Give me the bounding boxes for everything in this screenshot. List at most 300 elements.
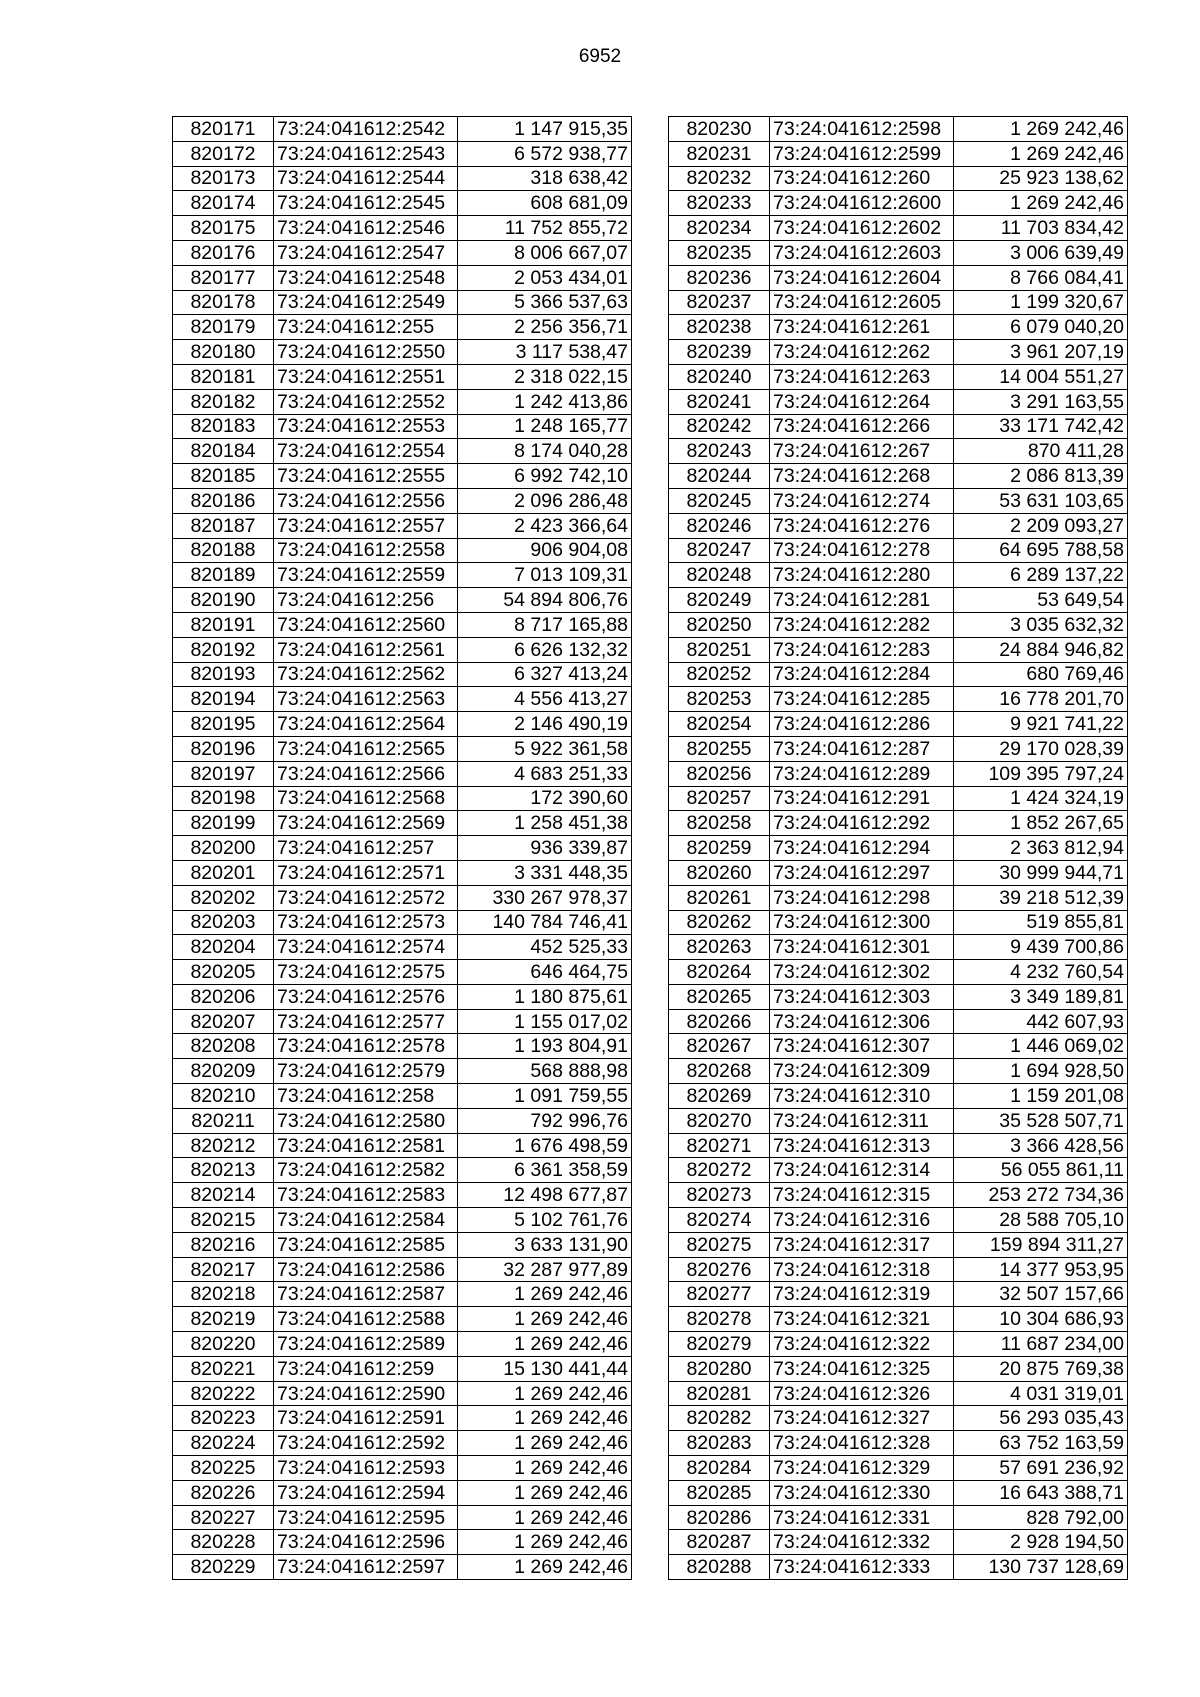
table-row [173, 563, 632, 588]
table-row [669, 414, 1128, 439]
cadastral-number-cell: 73:24:041612:2549 [274, 290, 458, 315]
table-row [173, 960, 632, 985]
cadastral-number-cell: 73:24:041612:2597 [274, 1555, 458, 1580]
value-cell: 253 272 734,36 [954, 1183, 1128, 1208]
table-row [669, 1555, 1128, 1580]
value-cell: 1 269 242,46 [458, 1282, 632, 1307]
cadastral-number-cell: 73:24:041612:2587 [274, 1282, 458, 1307]
value-cell: 1 199 320,67 [954, 290, 1128, 315]
table-row [173, 240, 632, 265]
value-cell: 12 498 677,87 [458, 1183, 632, 1208]
table-row [173, 1307, 632, 1332]
table-row [669, 240, 1128, 265]
value-cell: 1 159 201,08 [954, 1084, 1128, 1109]
row-number-cell: 820263 [669, 935, 770, 960]
cadastral-number-cell: 73:24:041612:2581 [274, 1133, 458, 1158]
table-row [669, 712, 1128, 737]
cadastral-number-cell: 73:24:041612:2558 [274, 538, 458, 563]
value-cell: 64 695 788,58 [954, 538, 1128, 563]
row-number-cell: 820272 [669, 1158, 770, 1183]
value-cell: 7 013 109,31 [458, 563, 632, 588]
cadastral-number-cell: 73:24:041612:2571 [274, 860, 458, 885]
row-number-cell: 820182 [173, 389, 274, 414]
value-cell: 1 269 242,46 [954, 141, 1128, 166]
row-number-cell: 820282 [669, 1406, 770, 1431]
cadastral-number-cell: 73:24:041612:2584 [274, 1208, 458, 1233]
table-row [669, 786, 1128, 811]
table-row [669, 1108, 1128, 1133]
value-cell: 1 676 498,59 [458, 1133, 632, 1158]
row-number-cell: 820232 [669, 166, 770, 191]
cadastral-number-cell: 73:24:041612:316 [770, 1208, 954, 1233]
cadastral-number-cell: 73:24:041612:306 [770, 1009, 954, 1034]
row-number-cell: 820266 [669, 1009, 770, 1034]
row-number-cell: 820208 [173, 1034, 274, 1059]
row-number-cell: 820213 [173, 1158, 274, 1183]
value-cell: 1 269 242,46 [458, 1307, 632, 1332]
value-cell: 1 269 242,46 [954, 191, 1128, 216]
table-row [669, 1431, 1128, 1456]
table-row [173, 538, 632, 563]
cadastral-number-cell: 73:24:041612:298 [770, 885, 954, 910]
table-row [173, 141, 632, 166]
table-row [173, 513, 632, 538]
cadastral-number-cell: 73:24:041612:300 [770, 910, 954, 935]
cadastral-number-cell: 73:24:041612:2569 [274, 811, 458, 836]
table-row [173, 1456, 632, 1481]
row-number-cell: 820235 [669, 240, 770, 265]
value-cell: 1 446 069,02 [954, 1034, 1128, 1059]
value-cell: 15 130 441,44 [458, 1356, 632, 1381]
table-row [669, 1530, 1128, 1555]
cadastral-number-cell: 73:24:041612:2551 [274, 364, 458, 389]
table-row [173, 860, 632, 885]
cadastral-number-cell: 73:24:041612:2578 [274, 1034, 458, 1059]
value-cell: 1 269 242,46 [458, 1406, 632, 1431]
value-cell: 16 778 201,70 [954, 687, 1128, 712]
row-number-cell: 820260 [669, 860, 770, 885]
cadastral-number-cell: 73:24:041612:260 [770, 166, 954, 191]
value-cell: 3 633 131,90 [458, 1232, 632, 1257]
value-cell: 10 304 686,93 [954, 1307, 1128, 1332]
value-cell: 159 894 311,27 [954, 1232, 1128, 1257]
row-number-cell: 820203 [173, 910, 274, 935]
cadastral-number-cell: 73:24:041612:2591 [274, 1406, 458, 1431]
row-number-cell: 820247 [669, 538, 770, 563]
table-row [173, 488, 632, 513]
value-cell: 1 242 413,86 [458, 389, 632, 414]
table-row [669, 464, 1128, 489]
table-row [669, 910, 1128, 935]
table-row [669, 761, 1128, 786]
cadastral-number-cell: 73:24:041612:2559 [274, 563, 458, 588]
cadastral-number-cell: 73:24:041612:2547 [274, 240, 458, 265]
row-number-cell: 820269 [669, 1084, 770, 1109]
table-row [669, 389, 1128, 414]
table-row [669, 563, 1128, 588]
value-cell: 130 737 128,69 [954, 1555, 1128, 1580]
cadastral-number-cell: 73:24:041612:256 [274, 588, 458, 613]
cadastral-number-cell: 73:24:041612:280 [770, 563, 954, 588]
table-row [173, 736, 632, 761]
value-cell: 792 996,76 [458, 1108, 632, 1133]
row-number-cell: 820256 [669, 761, 770, 786]
row-number-cell: 820187 [173, 513, 274, 538]
table-row [173, 662, 632, 687]
cadastral-number-cell: 73:24:041612:311 [770, 1108, 954, 1133]
cadastral-number-cell: 73:24:041612:2566 [274, 761, 458, 786]
page-number: 6952 [578, 46, 622, 67]
value-cell: 14 377 953,95 [954, 1257, 1128, 1282]
row-number-cell: 820275 [669, 1232, 770, 1257]
cadastral-number-cell: 73:24:041612:258 [274, 1084, 458, 1109]
cadastral-number-cell: 73:24:041612:2543 [274, 141, 458, 166]
table-row [173, 166, 632, 191]
row-number-cell: 820177 [173, 265, 274, 290]
cadastral-number-cell: 73:24:041612:2553 [274, 414, 458, 439]
value-cell: 1 269 242,46 [954, 117, 1128, 142]
value-cell: 6 289 137,22 [954, 563, 1128, 588]
row-number-cell: 820217 [173, 1257, 274, 1282]
row-number-cell: 820171 [173, 117, 274, 142]
table-row [669, 935, 1128, 960]
cadastral-number-cell: 73:24:041612:2556 [274, 488, 458, 513]
cadastral-number-cell: 73:24:041612:314 [770, 1158, 954, 1183]
value-cell: 318 638,42 [458, 166, 632, 191]
cadastral-number-cell: 73:24:041612:2588 [274, 1307, 458, 1332]
table-row [173, 364, 632, 389]
row-number-cell: 820207 [173, 1009, 274, 1034]
cadastral-number-cell: 73:24:041612:289 [770, 761, 954, 786]
value-cell: 3 291 163,55 [954, 389, 1128, 414]
cadastral-number-cell: 73:24:041612:2544 [274, 166, 458, 191]
row-number-cell: 820277 [669, 1282, 770, 1307]
value-cell: 870 411,28 [954, 439, 1128, 464]
cadastral-number-cell: 73:24:041612:291 [770, 786, 954, 811]
table-row [173, 836, 632, 861]
row-number-cell: 820174 [173, 191, 274, 216]
value-cell: 4 232 760,54 [954, 960, 1128, 985]
value-cell: 3 006 639,49 [954, 240, 1128, 265]
value-cell: 29 170 028,39 [954, 736, 1128, 761]
cadastral-number-cell: 73:24:041612:329 [770, 1456, 954, 1481]
value-cell: 2 146 490,19 [458, 712, 632, 737]
table-row [669, 315, 1128, 340]
row-number-cell: 820198 [173, 786, 274, 811]
value-cell: 4 031 319,01 [954, 1381, 1128, 1406]
cadastral-number-cell: 73:24:041612:267 [770, 439, 954, 464]
table-row [669, 984, 1128, 1009]
cadastral-number-cell: 73:24:041612:2555 [274, 464, 458, 489]
cadastral-number-cell: 73:24:041612:284 [770, 662, 954, 687]
value-cell: 8 717 165,88 [458, 612, 632, 637]
cadastral-number-cell: 73:24:041612:2546 [274, 216, 458, 241]
row-number-cell: 820270 [669, 1108, 770, 1133]
value-cell: 5 366 537,63 [458, 290, 632, 315]
value-cell: 1 852 267,65 [954, 811, 1128, 836]
cadastral-number-cell: 73:24:041612:2552 [274, 389, 458, 414]
cadastral-number-cell: 73:24:041612:2564 [274, 712, 458, 737]
row-number-cell: 820249 [669, 588, 770, 613]
value-cell: 24 884 946,82 [954, 637, 1128, 662]
row-number-cell: 820274 [669, 1208, 770, 1233]
value-cell: 1 091 759,55 [458, 1084, 632, 1109]
table-row [669, 141, 1128, 166]
cadastral-table-right [668, 116, 1128, 1580]
table-row [669, 117, 1128, 142]
row-number-cell: 820228 [173, 1530, 274, 1555]
value-cell: 452 525,33 [458, 935, 632, 960]
cadastral-number-cell: 73:24:041612:297 [770, 860, 954, 885]
value-cell: 1 269 242,46 [458, 1332, 632, 1357]
row-number-cell: 820191 [173, 612, 274, 637]
table-row [173, 935, 632, 960]
table-row [173, 340, 632, 365]
table-row [669, 960, 1128, 985]
table-row [173, 1158, 632, 1183]
cadastral-number-cell: 73:24:041612:2562 [274, 662, 458, 687]
value-cell: 56 055 861,11 [954, 1158, 1128, 1183]
table-row [669, 1332, 1128, 1357]
cadastral-number-cell: 73:24:041612:332 [770, 1530, 954, 1555]
cadastral-number-cell: 73:24:041612:2599 [770, 141, 954, 166]
row-number-cell: 820179 [173, 315, 274, 340]
cadastral-number-cell: 73:24:041612:2568 [274, 786, 458, 811]
cadastral-number-cell: 73:24:041612:2600 [770, 191, 954, 216]
row-number-cell: 820194 [173, 687, 274, 712]
row-number-cell: 820172 [173, 141, 274, 166]
value-cell: 2 928 194,50 [954, 1530, 1128, 1555]
row-number-cell: 820186 [173, 488, 274, 513]
value-cell: 11 752 855,72 [458, 216, 632, 241]
cadastral-number-cell: 73:24:041612:2548 [274, 265, 458, 290]
value-cell: 442 607,93 [954, 1009, 1128, 1034]
row-number-cell: 820205 [173, 960, 274, 985]
table-row [173, 1257, 632, 1282]
table-row [669, 1232, 1128, 1257]
table-row [669, 860, 1128, 885]
row-number-cell: 820210 [173, 1084, 274, 1109]
row-number-cell: 820219 [173, 1307, 274, 1332]
cadastral-number-cell: 73:24:041612:274 [770, 488, 954, 513]
table-row [173, 290, 632, 315]
table-row [669, 216, 1128, 241]
cadastral-number-cell: 73:24:041612:294 [770, 836, 954, 861]
row-number-cell: 820262 [669, 910, 770, 935]
row-number-cell: 820285 [669, 1480, 770, 1505]
row-number-cell: 820278 [669, 1307, 770, 1332]
table-row [669, 1257, 1128, 1282]
value-cell: 54 894 806,76 [458, 588, 632, 613]
row-number-cell: 820227 [173, 1505, 274, 1530]
row-number-cell: 820222 [173, 1381, 274, 1406]
value-cell: 1 147 915,35 [458, 117, 632, 142]
value-cell: 28 588 705,10 [954, 1208, 1128, 1233]
value-cell: 33 171 742,42 [954, 414, 1128, 439]
cadastral-number-cell: 73:24:041612:2604 [770, 265, 954, 290]
table-row [669, 1381, 1128, 1406]
table-row [173, 315, 632, 340]
row-number-cell: 820252 [669, 662, 770, 687]
value-cell: 1 269 242,46 [458, 1530, 632, 1555]
row-number-cell: 820224 [173, 1431, 274, 1456]
table-row [173, 1505, 632, 1530]
cadastral-number-cell: 73:24:041612:2577 [274, 1009, 458, 1034]
value-cell: 330 267 978,37 [458, 885, 632, 910]
table-row [669, 513, 1128, 538]
row-number-cell: 820215 [173, 1208, 274, 1233]
row-number-cell: 820265 [669, 984, 770, 1009]
table-row [173, 984, 632, 1009]
row-number-cell: 820237 [669, 290, 770, 315]
row-number-cell: 820225 [173, 1456, 274, 1481]
cadastral-number-cell: 73:24:041612:2560 [274, 612, 458, 637]
cadastral-number-cell: 73:24:041612:283 [770, 637, 954, 662]
table-row [173, 1406, 632, 1431]
row-number-cell: 820245 [669, 488, 770, 513]
table-row [173, 265, 632, 290]
row-number-cell: 820184 [173, 439, 274, 464]
value-cell: 30 999 944,71 [954, 860, 1128, 885]
row-number-cell: 820231 [669, 141, 770, 166]
table-row [669, 364, 1128, 389]
row-number-cell: 820238 [669, 315, 770, 340]
value-cell: 3 117 538,47 [458, 340, 632, 365]
value-cell: 1 269 242,46 [458, 1480, 632, 1505]
value-cell: 20 875 769,38 [954, 1356, 1128, 1381]
row-number-cell: 820279 [669, 1332, 770, 1357]
table-row [669, 811, 1128, 836]
table-row [173, 464, 632, 489]
cadastral-number-cell: 73:24:041612:322 [770, 1332, 954, 1357]
cadastral-number-cell: 73:24:041612:333 [770, 1555, 954, 1580]
value-cell: 6 327 413,24 [458, 662, 632, 687]
row-number-cell: 820254 [669, 712, 770, 737]
table-row [173, 1282, 632, 1307]
row-number-cell: 820216 [173, 1232, 274, 1257]
cadastral-number-cell: 73:24:041612:278 [770, 538, 954, 563]
table-row [173, 1555, 632, 1580]
value-cell: 6 572 938,77 [458, 141, 632, 166]
table-row [173, 1108, 632, 1133]
row-number-cell: 820250 [669, 612, 770, 637]
table-row [173, 1133, 632, 1158]
cadastral-number-cell: 73:24:041612:268 [770, 464, 954, 489]
table-row [173, 687, 632, 712]
table-row [669, 1158, 1128, 1183]
table-row [669, 885, 1128, 910]
row-number-cell: 820257 [669, 786, 770, 811]
value-cell: 1 269 242,46 [458, 1555, 632, 1580]
row-number-cell: 820244 [669, 464, 770, 489]
value-cell: 6 626 132,32 [458, 637, 632, 662]
table-row [669, 538, 1128, 563]
row-number-cell: 820218 [173, 1282, 274, 1307]
row-number-cell: 820242 [669, 414, 770, 439]
table-row [173, 786, 632, 811]
table-row [173, 117, 632, 142]
row-number-cell: 820268 [669, 1059, 770, 1084]
value-cell: 32 287 977,89 [458, 1257, 632, 1282]
cadastral-number-cell: 73:24:041612:257 [274, 836, 458, 861]
row-number-cell: 820202 [173, 885, 274, 910]
cadastral-number-cell: 73:24:041612:262 [770, 340, 954, 365]
cadastral-number-cell: 73:24:041612:317 [770, 1232, 954, 1257]
table-row [173, 1480, 632, 1505]
cadastral-number-cell: 73:24:041612:325 [770, 1356, 954, 1381]
row-number-cell: 820271 [669, 1133, 770, 1158]
table-row [173, 1059, 632, 1084]
cadastral-number-cell: 73:24:041612:2563 [274, 687, 458, 712]
row-number-cell: 820243 [669, 439, 770, 464]
cadastral-number-cell: 73:24:041612:276 [770, 513, 954, 538]
table-row [669, 836, 1128, 861]
value-cell: 3 035 632,32 [954, 612, 1128, 637]
table-row [669, 1456, 1128, 1481]
value-cell: 2 053 434,01 [458, 265, 632, 290]
table-row [173, 1208, 632, 1233]
table-row [173, 1332, 632, 1357]
row-number-cell: 820193 [173, 662, 274, 687]
row-number-cell: 820176 [173, 240, 274, 265]
row-number-cell: 820280 [669, 1356, 770, 1381]
row-number-cell: 820214 [173, 1183, 274, 1208]
cadastral-number-cell: 73:24:041612:2576 [274, 984, 458, 1009]
cadastral-number-cell: 73:24:041612:286 [770, 712, 954, 737]
cadastral-table-left [172, 116, 632, 1580]
table-row [669, 1133, 1128, 1158]
value-cell: 1 155 017,02 [458, 1009, 632, 1034]
row-number-cell: 820230 [669, 117, 770, 142]
table-row [669, 588, 1128, 613]
cadastral-number-cell: 73:24:041612:255 [274, 315, 458, 340]
table-row [669, 662, 1128, 687]
value-cell: 5 102 761,76 [458, 1208, 632, 1233]
row-number-cell: 820240 [669, 364, 770, 389]
value-cell: 2 256 356,71 [458, 315, 632, 340]
value-cell: 1 269 242,46 [458, 1456, 632, 1481]
value-cell: 11 703 834,42 [954, 216, 1128, 241]
table-row [669, 191, 1128, 216]
row-number-cell: 820175 [173, 216, 274, 241]
value-cell: 608 681,09 [458, 191, 632, 216]
cadastral-number-cell: 73:24:041612:2596 [274, 1530, 458, 1555]
value-cell: 3 366 428,56 [954, 1133, 1128, 1158]
table-row [173, 1381, 632, 1406]
value-cell: 9 439 700,86 [954, 935, 1128, 960]
row-number-cell: 820241 [669, 389, 770, 414]
value-cell: 4 556 413,27 [458, 687, 632, 712]
row-number-cell: 820178 [173, 290, 274, 315]
cadastral-number-cell: 73:24:041612:301 [770, 935, 954, 960]
table-row [173, 1530, 632, 1555]
cadastral-number-cell: 73:24:041612:2585 [274, 1232, 458, 1257]
cadastral-number-cell: 73:24:041612:313 [770, 1133, 954, 1158]
value-cell: 56 293 035,43 [954, 1406, 1128, 1431]
value-cell: 16 643 388,71 [954, 1480, 1128, 1505]
table-row [669, 1084, 1128, 1109]
cadastral-number-cell: 73:24:041612:264 [770, 389, 954, 414]
row-number-cell: 820183 [173, 414, 274, 439]
table-row [173, 910, 632, 935]
cadastral-number-cell: 73:24:041612:2557 [274, 513, 458, 538]
row-number-cell: 820286 [669, 1505, 770, 1530]
table-row [669, 1307, 1128, 1332]
cadastral-number-cell: 73:24:041612:2561 [274, 637, 458, 662]
value-cell: 2 423 366,64 [458, 513, 632, 538]
row-number-cell: 820246 [669, 513, 770, 538]
table-row [669, 265, 1128, 290]
